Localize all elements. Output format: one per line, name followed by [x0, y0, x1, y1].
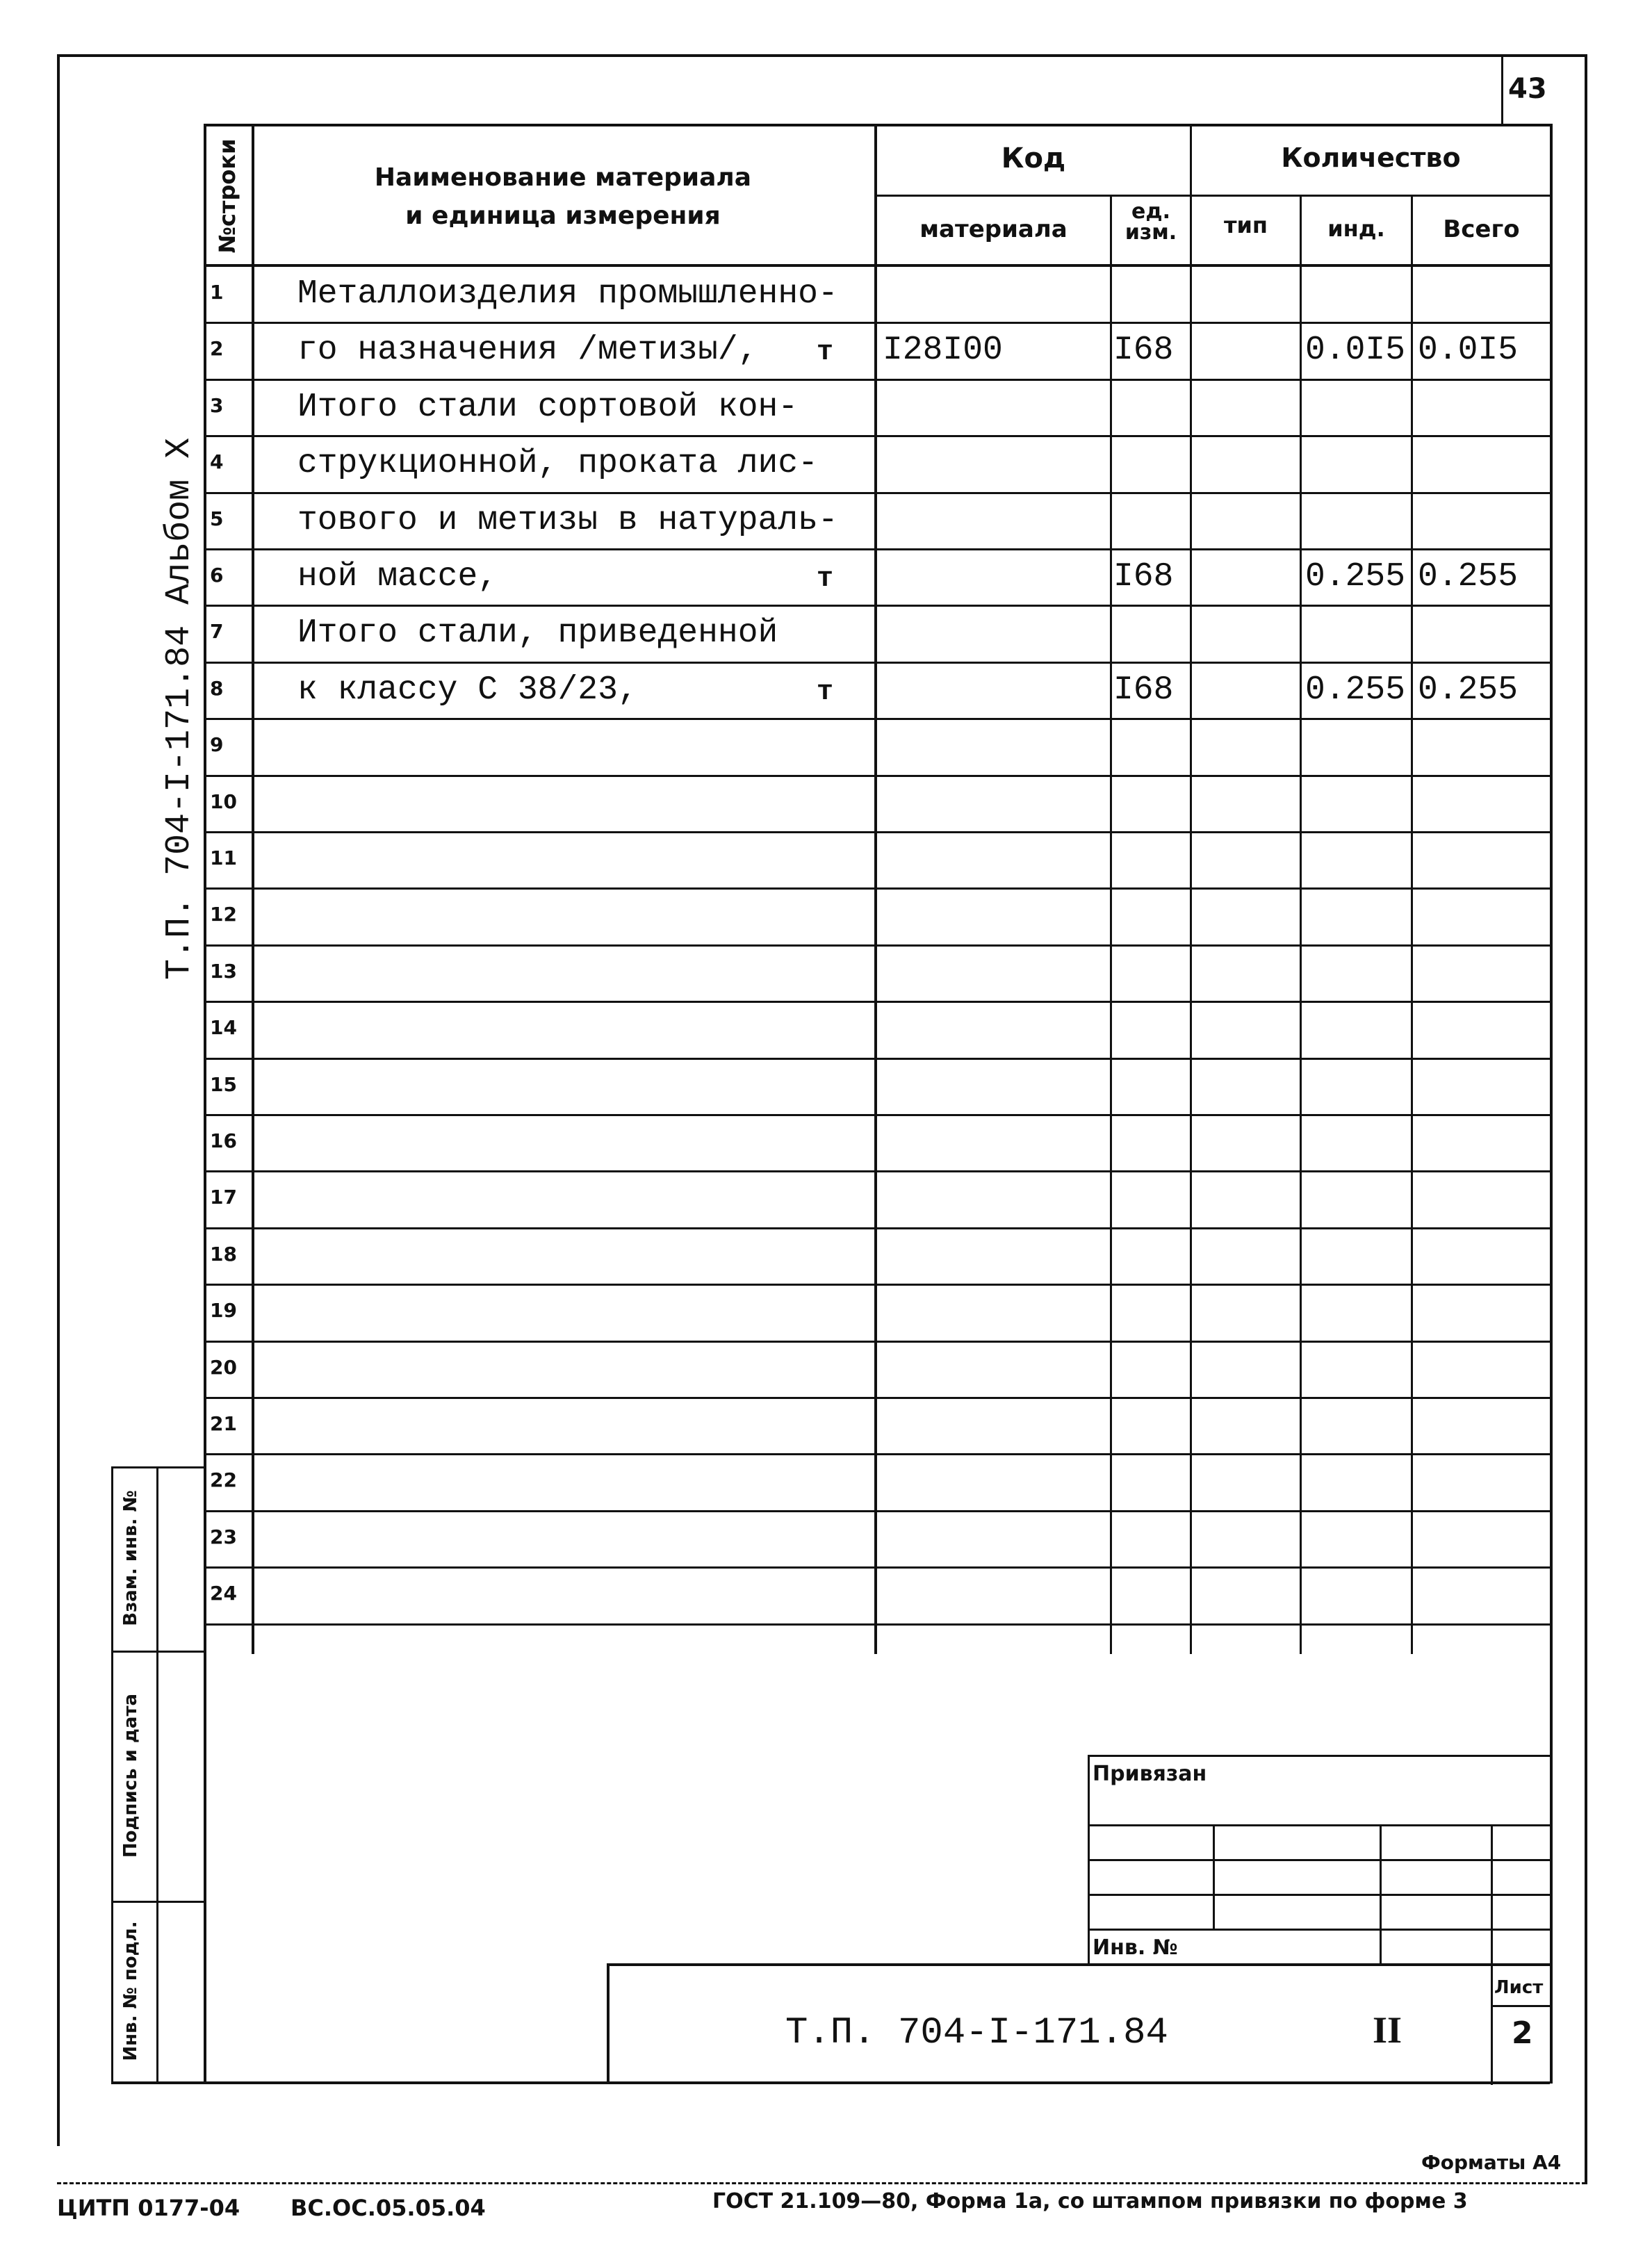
header-unit: ед. изм. [1124, 199, 1177, 245]
row-unit: I68 [1113, 558, 1174, 596]
title-sheet-number: 2 [1512, 2015, 1533, 2051]
footer-gost: ГОСТ 21.109—80, Форма 1а, со штампом привязки по форме 3 [712, 2189, 1468, 2213]
row-number: 5 [210, 507, 224, 530]
row-name: струкционной, проката лис- [297, 445, 818, 482]
row-number: 24 [210, 1582, 237, 1605]
stamp-inv-label: Инв. № [1093, 1935, 1178, 1960]
margin-block-left [111, 1466, 113, 2084]
row-separator [204, 775, 1552, 777]
album-side-text: Т.П. 704-I-171.84 Альбом X [160, 437, 199, 980]
stamp-h1 [1088, 1824, 1550, 1826]
row-separator [204, 548, 1552, 550]
row-number: 12 [210, 903, 237, 926]
title-album: II [1373, 2009, 1402, 2051]
row-number: 7 [210, 620, 224, 643]
row-separator [204, 1510, 1552, 1512]
row-separator [204, 1397, 1552, 1399]
row-number: 20 [210, 1356, 237, 1379]
margin-vzam-label: Взам. инв. № [120, 1490, 141, 1626]
row-separator [204, 1170, 1552, 1172]
row-number: 8 [210, 677, 224, 700]
row-name: Итого стали, приведенной [297, 614, 778, 652]
stamp-h2 [1088, 1859, 1550, 1861]
table-top [204, 124, 1552, 126]
row-unit-suffix: т [817, 677, 834, 708]
table-right [1550, 124, 1553, 2084]
row-number: 13 [210, 960, 237, 983]
header-mid [874, 195, 1552, 197]
header-row-no: №строки [214, 138, 240, 254]
frame-bottom-dashed [57, 2182, 1586, 2184]
page-number: 43 [1508, 73, 1547, 105]
row-number: 11 [210, 846, 237, 869]
row-separator [204, 944, 1552, 947]
row-number: 14 [210, 1016, 237, 1039]
row-separator [204, 1566, 1552, 1569]
row-total: 0.255 [1418, 558, 1519, 596]
row-name: Металлоизделия промышленно- [297, 275, 838, 313]
row-total: 0.0I5 [1418, 332, 1519, 369]
row-ind: 0.255 [1305, 558, 1406, 596]
row-separator [204, 379, 1552, 381]
row-unit-suffix: т [817, 564, 834, 595]
frame-top [57, 54, 1586, 57]
header-bottom [204, 264, 1552, 267]
margin-div1 [111, 1651, 204, 1653]
stamp-h3 [1088, 1894, 1550, 1896]
row-separator [204, 322, 1552, 324]
row-separator [204, 887, 1552, 890]
row-number: 6 [210, 564, 224, 587]
stamp-h4 [1088, 1929, 1550, 1931]
title-block-top [607, 1963, 1550, 1966]
row-name: тового и метизы в натураль- [297, 502, 838, 539]
header-name-line1: Наименование материала [374, 163, 752, 192]
row-separator [204, 718, 1552, 720]
pagenum-box-left [1501, 54, 1503, 124]
title-block-left [607, 1963, 610, 2083]
row-separator [204, 1114, 1552, 1116]
row-code: I28I00 [883, 332, 1003, 369]
margin-invpodl-label: Инв. № подл. [120, 1921, 141, 2061]
row-separator [204, 435, 1552, 437]
row-separator [204, 662, 1552, 664]
footer-left2: ВС.ОС.05.05.04 [291, 2195, 486, 2221]
stamp-privyazan-label: Привязан [1093, 1762, 1207, 1786]
col-ind-right [1411, 195, 1413, 1654]
col-material-right [1110, 195, 1112, 1654]
row-separator [204, 1001, 1552, 1003]
row-number: 4 [210, 450, 224, 473]
row-ind: 0.0I5 [1305, 332, 1406, 369]
header-code: Код [1001, 142, 1066, 174]
row-unit: I68 [1113, 332, 1174, 369]
row-name: ной массе, [297, 558, 498, 596]
header-ind: инд. [1327, 215, 1385, 242]
margin-block-mid [156, 1466, 158, 2084]
margin-block-bottom [111, 2081, 204, 2084]
title-designation: Т.П. 704-I-171.84 [785, 2012, 1168, 2054]
row-separator [204, 1453, 1552, 1455]
row-number: 16 [210, 1129, 237, 1152]
row-number: 21 [210, 1412, 237, 1435]
header-total: Всего [1443, 215, 1520, 243]
stamp-v2 [1380, 1824, 1382, 1963]
footer-left1: ЦИТП 0177-04 [57, 2195, 240, 2221]
row-separator [204, 1227, 1552, 1229]
row-separator [204, 1284, 1552, 1286]
row-number: 10 [210, 790, 237, 813]
row-number: 15 [210, 1073, 237, 1096]
row-separator [204, 831, 1552, 833]
frame-left [57, 54, 60, 2146]
row-number: 9 [210, 733, 224, 756]
col-type-right [1300, 195, 1302, 1654]
row-separator [204, 492, 1552, 494]
row-number: 22 [210, 1468, 237, 1491]
table-left [204, 124, 206, 2084]
row-number: 1 [210, 281, 224, 304]
stamp-v1 [1213, 1824, 1215, 1929]
footer-formats: Форматы А4 [1421, 2151, 1562, 2174]
stamp-privyazan-top [1088, 1755, 1550, 1757]
row-ind: 0.255 [1305, 671, 1406, 709]
title-sheet-label: Лист [1494, 1977, 1544, 1998]
header-type: тип [1223, 212, 1268, 238]
row-separator [204, 1623, 1552, 1626]
row-name: го назначения /метизы/, [297, 332, 758, 369]
row-total: 0.255 [1418, 671, 1519, 709]
row-separator [204, 1341, 1552, 1343]
row-number: 19 [210, 1299, 237, 1322]
frame-right [1585, 54, 1587, 2184]
table-bottom [204, 2081, 1550, 2084]
row-separator [204, 1058, 1552, 1060]
row-unit: I68 [1113, 671, 1174, 709]
title-sheet-sep [1491, 2005, 1550, 2007]
header-name-line2: и единица измерения [405, 202, 721, 230]
stamp-v3 [1491, 1824, 1493, 2085]
row-number: 2 [210, 337, 224, 360]
row-number: 23 [210, 1525, 237, 1548]
row-number: 17 [210, 1186, 237, 1209]
row-number: 18 [210, 1243, 237, 1266]
row-name: к классу С 38/23, [297, 671, 638, 709]
row-unit-suffix: т [817, 337, 834, 368]
margin-podpis-label: Подпись и дата [120, 1693, 141, 1858]
row-name: Итого стали сортовой кон- [297, 388, 799, 426]
row-number: 3 [210, 394, 224, 417]
header-material: материала [919, 215, 1068, 243]
header-quantity: Количество [1281, 142, 1461, 173]
row-separator [204, 605, 1552, 607]
